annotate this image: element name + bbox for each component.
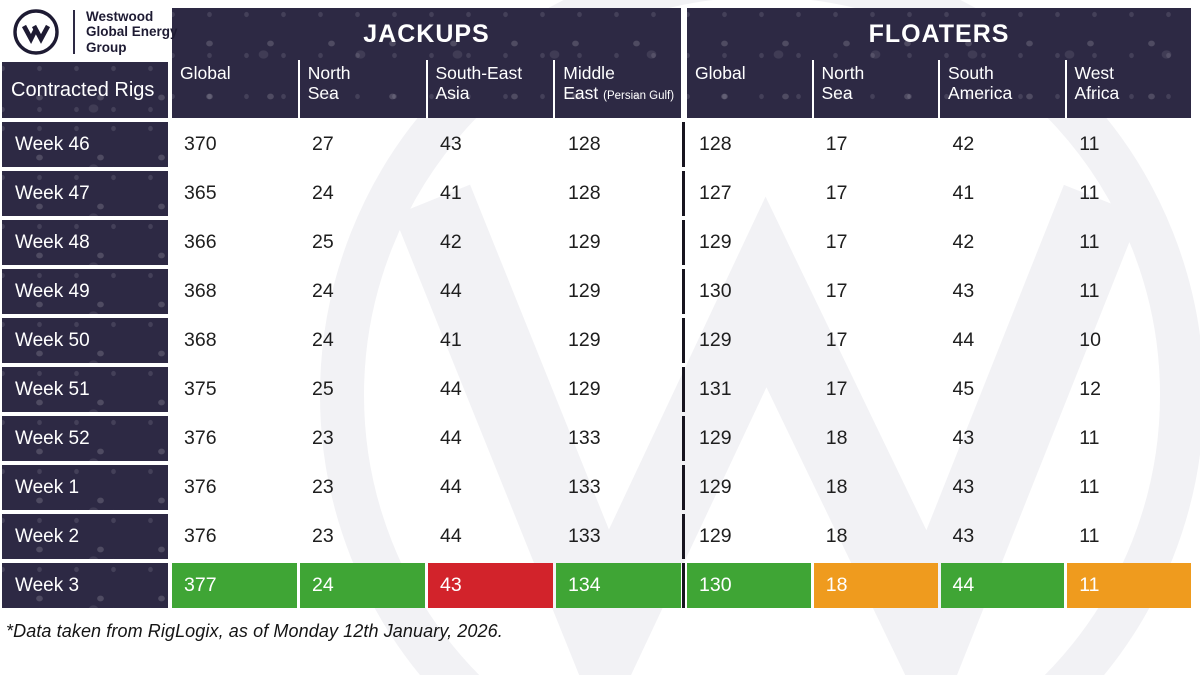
jackups-title: JACKUPS [363,19,490,48]
floaters-title: FLOATERS [868,19,1010,48]
table-row [2,367,1191,412]
jackups-values [172,220,681,265]
data-cell: 370 [184,133,217,155]
data-cell: 43 [440,133,462,155]
data-cell: 17 [825,280,848,302]
table-row [2,465,1191,510]
row-label: Week 49 [2,269,168,314]
data-cell: 129 [568,231,601,253]
data-cell: 133 [568,525,601,547]
table-row [2,171,1191,216]
data-cell: 365 [184,182,217,204]
row-label: Week 46 [2,122,168,167]
data-cell: 45 [952,378,975,400]
jackups-values [172,416,681,461]
footnote: *Data taken from RigLogix, as of Monday 12th January, 2026. [6,621,503,641]
data-cell: 376 [184,427,217,449]
data-cell: 43 [428,563,553,608]
column-header: South America [938,60,1065,118]
data-cell: 24 [312,182,334,204]
data-cell: 24 [312,329,334,351]
data-cell: 134 [556,563,681,608]
jackups-values [172,318,681,363]
row-header-cell: Contracted Rigs [2,62,168,118]
brand-logo [12,8,178,56]
data-cell: 44 [440,378,462,400]
jackups-values [172,563,681,608]
jackups-values [172,367,681,412]
logo-divider [73,10,75,54]
floaters-values [687,514,1191,559]
floaters-values [687,318,1191,363]
data-cell: 376 [184,476,217,498]
row-label: Week 1 [2,465,168,510]
data-cell: 23 [312,525,334,547]
data-cell: 42 [952,231,975,253]
data-cell: 41 [952,182,975,204]
data-cell: 18 [825,476,848,498]
data-cell: 129 [568,378,601,400]
data-cell: 128 [699,133,732,155]
data-cell: 18 [814,563,938,608]
data-cell: 130 [687,563,811,608]
brand-line: Westwood [86,9,154,25]
row-label: Week 3 [2,563,168,608]
data-cell: 11 [1079,280,1100,302]
table-row [2,269,1191,314]
floaters-section-header [687,8,1191,118]
data-cell: 133 [568,427,601,449]
table-row [2,514,1191,559]
data-cell: 17 [825,182,848,204]
table-row [2,122,1191,167]
floaters-values [687,367,1191,412]
table-header [2,8,1191,118]
data-cell: 44 [941,563,1065,608]
data-cell: 42 [952,133,975,155]
data-cell: 10 [1079,329,1101,351]
data-cell: 17 [825,329,848,351]
data-cell: 129 [699,329,732,351]
table-row [2,563,1191,608]
data-cell: 128 [568,182,601,204]
data-cell: 41 [440,329,462,351]
floaters-values [687,122,1191,167]
data-cell: 41 [440,182,462,204]
data-cell: 43 [952,280,975,302]
data-cell: 27 [312,133,334,155]
floaters-values [687,563,1191,608]
data-cell: 44 [440,280,462,302]
row-label: Week 47 [2,171,168,216]
data-cell: 24 [312,280,334,302]
data-cell: 43 [952,476,975,498]
column-header: Middle East (Persian Gulf) [553,60,681,118]
data-cell: 18 [825,427,848,449]
data-cell: 43 [952,525,975,547]
jackups-values [172,122,681,167]
data-cell: 377 [172,563,297,608]
data-cell: 11 [1079,525,1100,547]
floaters-values [687,171,1191,216]
column-header: Global [180,63,231,83]
data-cell: 18 [825,525,848,547]
data-cell: 44 [952,329,975,351]
table-row [2,318,1191,363]
data-cell: 128 [568,133,601,155]
floaters-values [687,416,1191,461]
data-cell: 11 [1067,563,1191,608]
table-body [2,122,1191,608]
floaters-values [687,465,1191,510]
data-cell: 129 [699,427,732,449]
row-label: Week 50 [2,318,168,363]
data-cell: 42 [440,231,462,253]
data-cell: 12 [1079,378,1101,400]
data-cell: 129 [699,231,732,253]
jackups-values [172,269,681,314]
data-cell: 376 [184,525,217,547]
floaters-values [687,269,1191,314]
row-label: Week 51 [2,367,168,412]
data-cell: 11 [1079,182,1100,204]
data-cell: 129 [699,476,732,498]
contracted-rigs-table [2,8,1191,608]
brand-line: Group [86,39,127,55]
column-header: North Sea [298,60,426,118]
data-cell: 129 [699,525,732,547]
data-cell: 11 [1079,133,1100,155]
data-cell: 129 [568,329,601,351]
row-label: Week 48 [2,220,168,265]
data-cell: 17 [825,378,848,400]
jackups-values [172,171,681,216]
floaters-column-headers [687,60,1191,118]
data-cell: 131 [699,378,732,400]
data-cell: 368 [184,329,217,351]
data-cell: 43 [952,427,975,449]
column-header: Global [695,63,746,83]
row-label: Week 52 [2,416,168,461]
data-cell: 25 [312,231,334,253]
table-row [2,220,1191,265]
data-cell: 375 [184,378,217,400]
westwood-logo-icon [12,8,60,56]
column-header: North Sea [812,60,939,118]
row-label: Week 2 [2,514,168,559]
data-cell: 366 [184,231,217,253]
data-cell: 17 [825,231,848,253]
data-cell: 130 [699,280,732,302]
data-cell: 23 [312,427,334,449]
jackups-values [172,465,681,510]
data-cell: 368 [184,280,217,302]
brand-name [86,9,178,54]
data-cell: 23 [312,476,334,498]
jackups-values [172,514,681,559]
data-cell: 24 [300,563,425,608]
data-cell: 17 [825,133,848,155]
jackups-column-headers [172,60,681,118]
data-cell: 44 [440,476,462,498]
column-header: South-East Asia [426,60,554,118]
column-header: West Africa [1065,60,1192,118]
data-cell: 11 [1079,427,1100,449]
floaters-values [687,220,1191,265]
data-cell: 44 [440,427,462,449]
data-cell: 129 [568,280,601,302]
brand-line: Global Energy [86,24,178,40]
data-cell: 133 [568,476,601,498]
data-cell: 11 [1079,476,1100,498]
data-cell: 127 [699,182,732,204]
data-cell: 25 [312,378,334,400]
data-cell: 44 [440,525,462,547]
data-cell: 11 [1079,231,1100,253]
jackups-section-header [172,8,681,118]
table-row [2,416,1191,461]
